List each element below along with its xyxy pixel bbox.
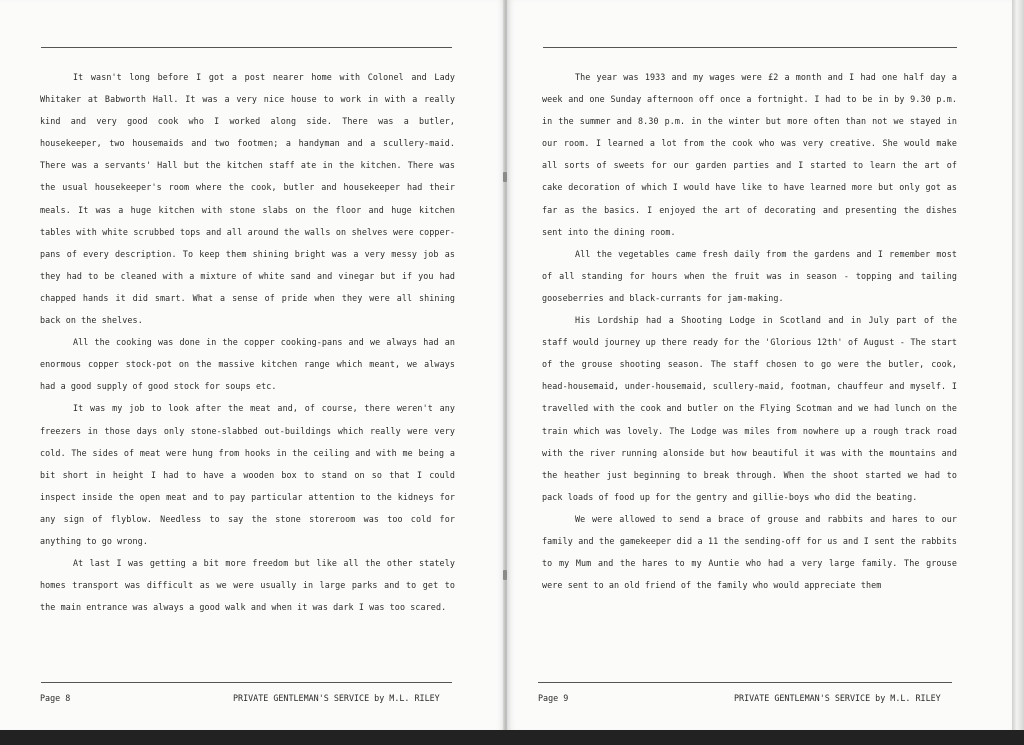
running-footer-title: PRIVATE GENTLEMAN'S SERVICE by M.L. RILEY bbox=[734, 693, 941, 703]
paragraph: At last I was getting a bit more freedom but like all the other stately homes transport was difficult as we were usually in large parks and to get to the main entrance was always a good walk and when it was dark I was too scared. bbox=[40, 558, 455, 613]
paragraph: All the cooking was done in the copper cooking-pans and we always had an enormous copper stock-pot on the massive kitchen range which meant, we always had a good supply of good stock for soups etc. bbox=[40, 337, 455, 392]
right-page-body bbox=[542, 66, 957, 596]
running-footer-title: PRIVATE GENTLEMAN'S SERVICE by M.L. RILEY bbox=[233, 693, 440, 703]
footer-rule bbox=[41, 682, 452, 683]
header-rule bbox=[543, 47, 957, 48]
page-stack-edge bbox=[1012, 0, 1024, 745]
paragraph: We were allowed to send a brace of grouse and rabbits and hares to our family and the gamekeeper did a 11 the sending-off for us and I sent the rabbits to my Mum and the hares to my Auntie who had a very large family. The grouse were sent to an old friend of the family who would appreciate them bbox=[542, 513, 957, 591]
page-number: Page 9 bbox=[538, 693, 569, 703]
footer-rule bbox=[538, 682, 952, 683]
paragraph: It wasn't long before I got a post nearer home with Colonel and Lady Whitaker at Babworth Hall. It was a very nice house to work in with a really kind and very good cook who I worked along side. There was a butler, housekeeper, two housemaids and two footmen; a handyman and a scullery-maid. There was a servants' Hall but the kitchen staff ate in the kitchen. There was the usual housekeeper's room where the cook, butler and housekeeper had their meals. It was a huge kitchen with stone slabs on the floor and huge kitchen tables with white scrubbed tops and all around the walls on shelves were copper-pans of every description. To keep them shining bright was a very messy job as they had to be cleaned with a mixture of white sand and vinegar but if you had chapped hands it did smart. What a sense of pride when they were all shining back on the shelves. bbox=[40, 72, 455, 326]
scan-bottom-edge bbox=[0, 730, 1024, 745]
page-number: Page 8 bbox=[40, 693, 71, 703]
right-page bbox=[507, 0, 1012, 730]
header-rule bbox=[41, 47, 452, 48]
left-page-body bbox=[40, 66, 455, 618]
paragraph: It was my job to look after the meat and, of course, there weren't any freezers in those days only stone-slabbed out-buildings which really were very cold. The sides of meat were hung from hooks in the ceiling and with me being a bit short in height I had to have a wooden box to stand on so that I could inspect inside the open meat and to pay particular attention to the kidneys for any sign of flyblow. Needless to say the stone storeroom was too cold for anything to go wrong. bbox=[40, 403, 455, 546]
left-page bbox=[0, 0, 505, 730]
paragraph: The year was 1933 and my wages were £2 a month and I had one half day a week and one Sunday afternoon off once a fortnight. I had to be in by 9.30 p.m. in the summer and 8.30 p.m. in the winter but more often than not we stayed in our room. I learned a lot from the cook who was very creative. She would make all sorts of sweets for our garden parties and I started to learn the art of cake decoration of which I would have like to have learned more but only got as far as the basics. I enjoyed the art of decorating and presenting the dishes sent into the dining room. bbox=[542, 72, 957, 237]
paragraph: His Lordship had a Shooting Lodge in Scotland and in July part of the staff would journey up there ready for the 'Glorious 12th' of August - The start of the grouse shooting season. The staff chosen to go were the butler, cook, head-housemaid, under-housemaid, scullery-maid, footman, chauffeur and myself. I travelled with the cook and butler on the Flying Scotman and we had lunch on the train which was lovely. The Lodge was miles from nowhere up a rough track road with the river running alonside but how beautiful it was with the mountains and the heather just beginning to break through. When the shoot started we had to pack loads of food up for the gentry and gillie-boys who did the beating. bbox=[542, 315, 957, 502]
paragraph: All the vegetables came fresh daily from the gardens and I remember most of all standing for hours when the fruit was in season - topping and tailing gooseberries and black-currants for jam-making. bbox=[542, 248, 957, 303]
